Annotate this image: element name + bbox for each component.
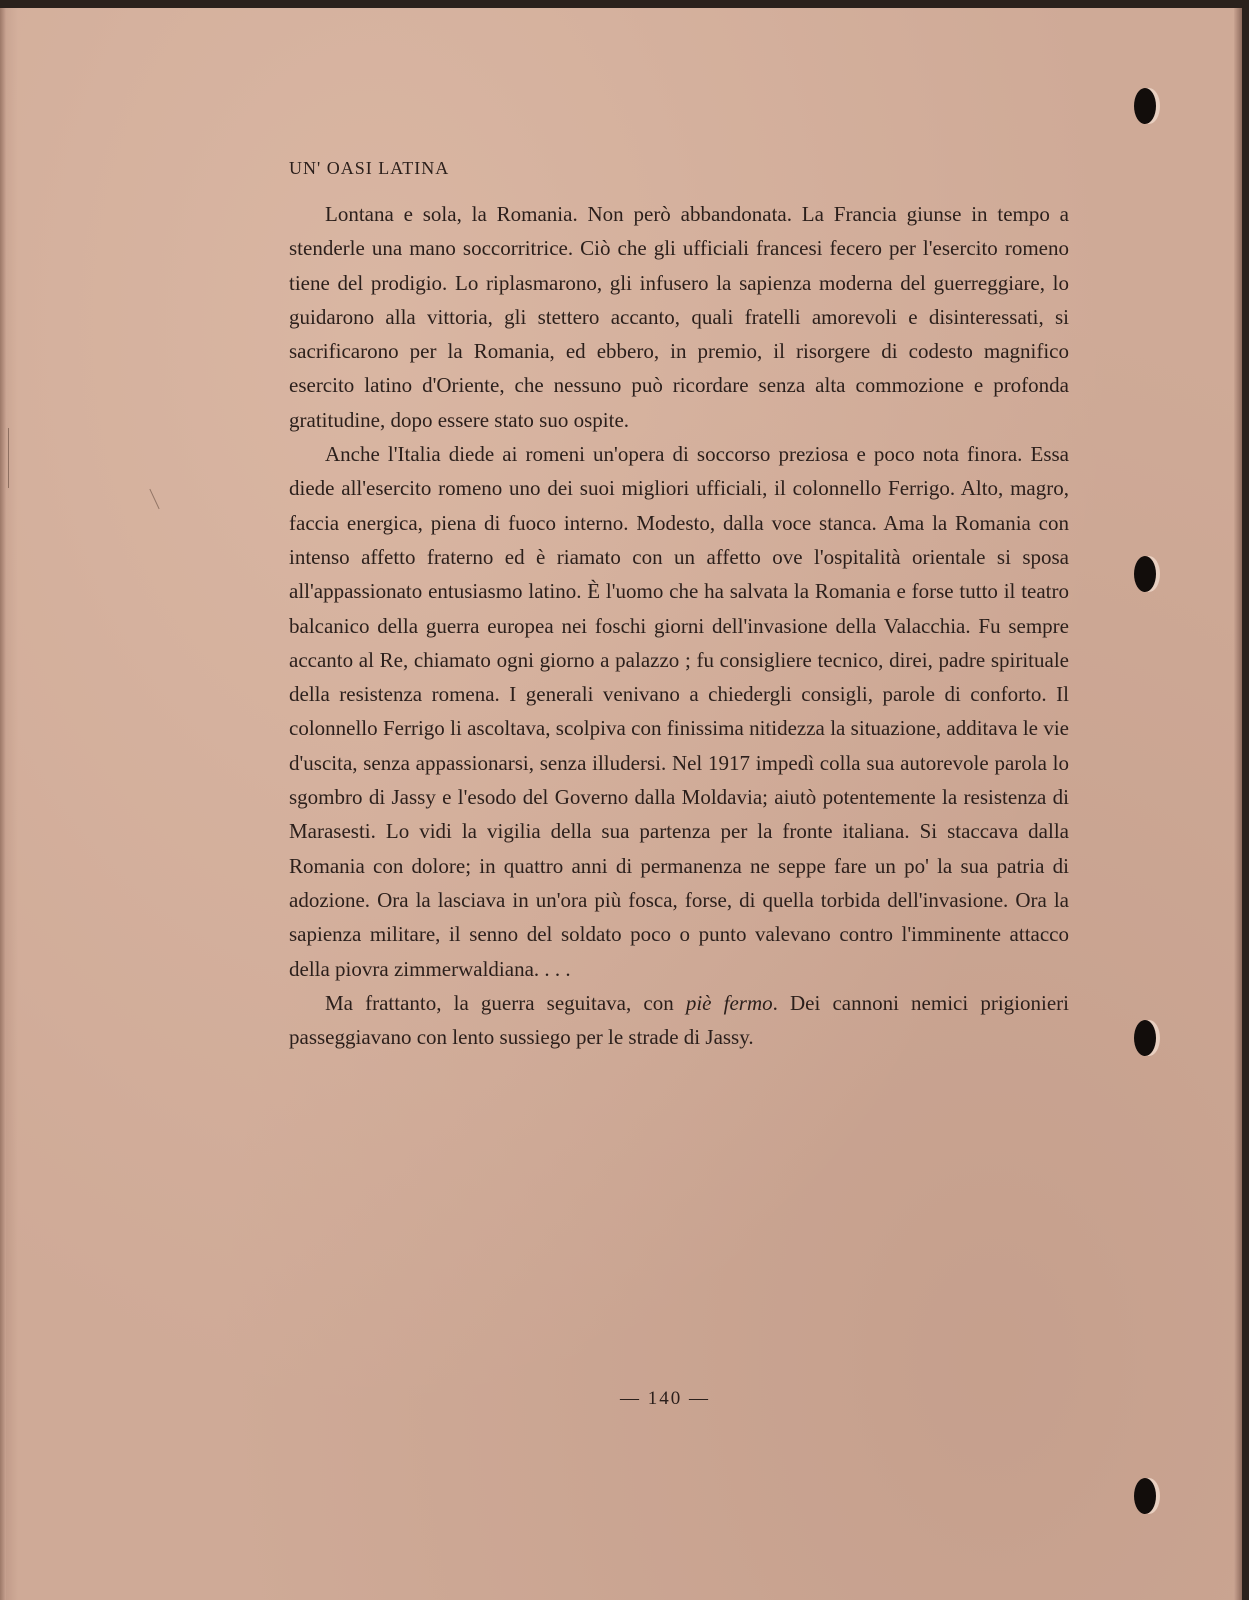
binder-hole-4 xyxy=(1134,1478,1156,1514)
paragraph-3 xyxy=(289,986,1069,1055)
page-left-edge xyxy=(0,8,6,1600)
running-title: UN' OASI LATINA xyxy=(289,158,450,178)
page-number: — 140 — xyxy=(620,1388,710,1409)
paper-mark xyxy=(8,428,9,488)
paragraph-3-end: . Dei cannoni nemici prigionieri passeggiavano con lento sussiego per le strade di Jassy. xyxy=(289,990,1069,1050)
paper-mark xyxy=(149,489,159,509)
page-right-edge xyxy=(1234,8,1242,1600)
paragraph-3-start: Ma frattanto, la guerra seguitava, con xyxy=(325,990,686,1015)
binder-hole-3 xyxy=(1134,1020,1156,1056)
text-block xyxy=(289,158,1069,1054)
emphasis-text: piè fermo xyxy=(685,990,773,1015)
document-page xyxy=(0,8,1242,1600)
paragraph-2: Anche l'Italia diede ai romeni un'opera di soccorso preziosa e poco nota finora. Essa diede all'esercito romeno uno dei suoi migliori ufficiali, il colonnello Ferrigo. Alto, magro, faccia energica, piena di fuoco interno. Modesto, dalla voce stanca. Ama la Romania con intenso affetto fraterno ed è riamato con un affetto ove l'ospitalità orientale si sposa all'appassionato entusiasmo latino. È l'uomo che ha salvata la Romania e forse tutto il teatro balcanico della guerra europea nei foschi giorni dell'invasione della Valacchia. Fu sempre accanto al Re, chiamato ogni giorno a palazzo ; fu consigliere tecnico, direi, padre spirituale della resistenza romena. I generali venivano a chiedergli consigli, parole di conforto. Il colonnello Ferrigo li ascoltava, scolpiva con finissima nitidezza la situazione, additava le vie d'uscita, senza appassionarsi, senza illudersi. Nel 1917 impedì colla sua autorevole parola lo sgombro di Jassy e l'esodo del Governo dalla Moldavia; aiutò potentemente la resistenza di Marasesti. Lo vidi la vigilia della sua partenza per la fronte italiana. Si staccava dalla Romania con dolore; in quattro anni di permanenza ne seppe fare un po' la sua patria di adozione. Ora la lasciava in un'ora più fosca, forse, di quella torbida dell'invasione. Ora la sapienza militare, il senno del soldato poco o punto valevano contro l'imminente attacco della piovra zimmerwaldiana. . . . xyxy=(289,442,1069,981)
paragraph-1: Lontana e sola, la Romania. Non però abbandonata. La Francia giunse in tempo a stenderle una mano soccorritrice. Ciò che gli ufficiali francesi fecero per l'esercito romeno tiene del prodigio. Lo riplasmarono, gli infusero la sapienza moderna del guerreggiare, lo guidarono alla vittoria, gli stettero accanto, quali fratelli amorevoli e disinteressati, si sacrificarono per la Romania, ed ebbero, in premio, il risorgere di codesto magnifico esercito latino d'Oriente, che nessuno può ricordare senza alta commozione e profonda gratitudine, dopo essere stato suo ospite. xyxy=(289,202,1069,432)
binder-hole-1 xyxy=(1134,88,1156,124)
binder-hole-2 xyxy=(1134,556,1156,592)
